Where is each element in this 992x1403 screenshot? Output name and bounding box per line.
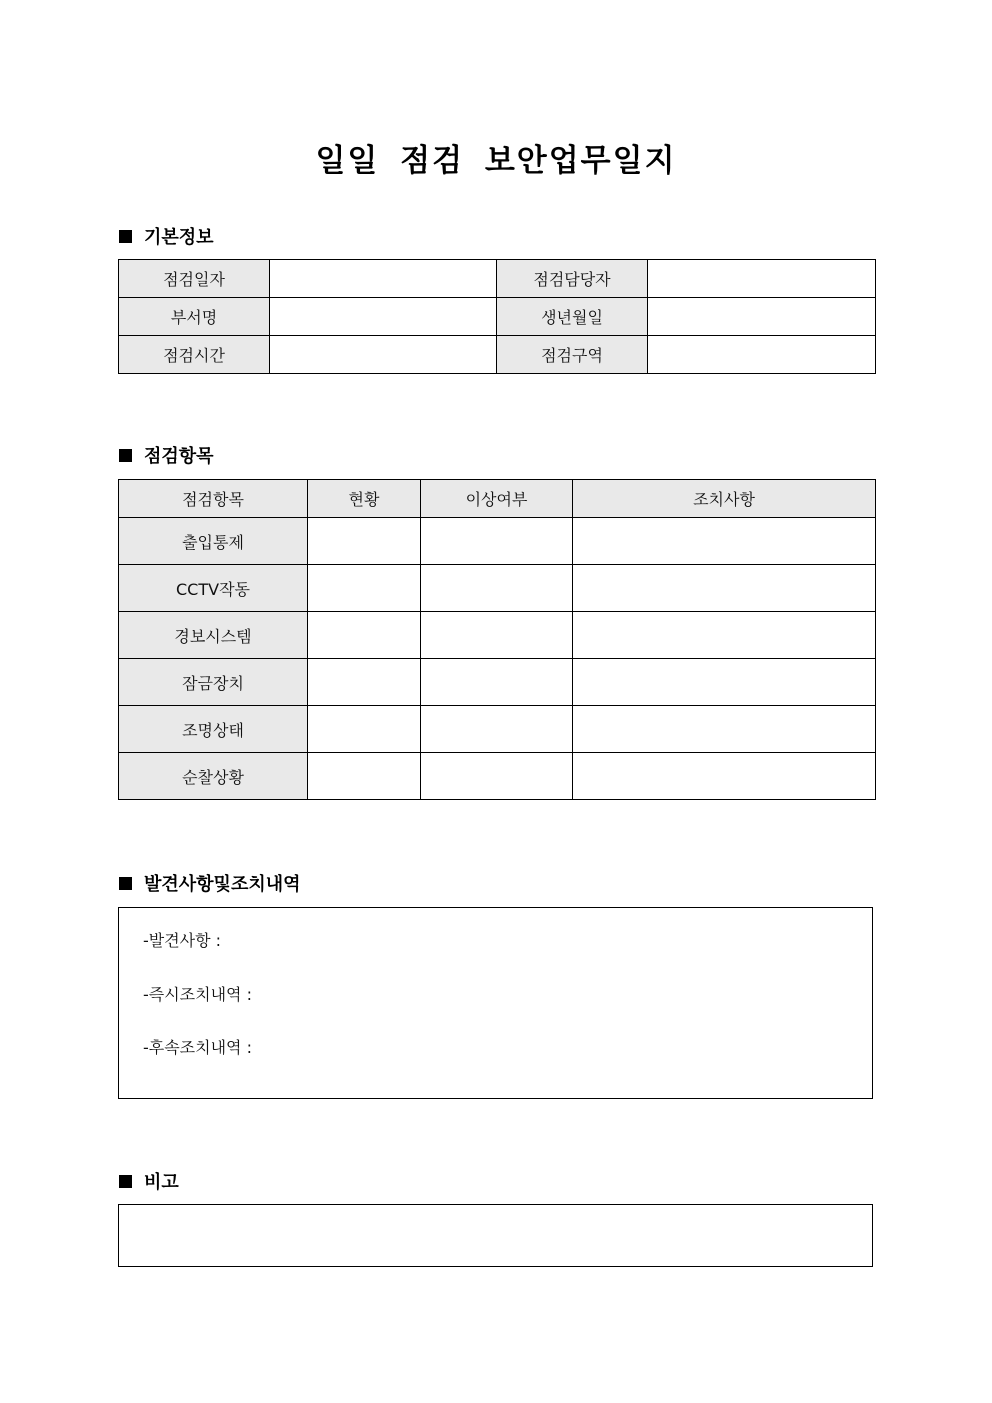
abnormal-cell[interactable] <box>421 753 573 800</box>
abnormal-cell[interactable] <box>421 518 573 565</box>
status-cell[interactable] <box>308 706 421 753</box>
section-title: 비고 <box>144 1172 179 1193</box>
header-action: 조치사항 <box>573 480 876 518</box>
abnormal-cell[interactable] <box>421 565 573 612</box>
findings-followup-label: -후속조치내역 : <box>143 1038 252 1057</box>
remarks-box[interactable] <box>118 1204 873 1267</box>
header-status: 현황 <box>308 480 421 518</box>
row-label: CCTV작동 <box>119 565 308 612</box>
status-cell[interactable] <box>308 565 421 612</box>
section-title: 점검항목 <box>144 446 214 467</box>
section-heading-basic <box>119 223 214 249</box>
abnormal-cell[interactable] <box>421 706 573 753</box>
inspection-date-field[interactable] <box>270 260 497 298</box>
table-row <box>119 336 876 374</box>
inspection-date-label: 점검일자 <box>119 260 270 298</box>
section-heading-findings <box>119 870 301 896</box>
table-row <box>119 659 876 706</box>
square-bullet-icon <box>119 449 132 462</box>
findings-found-label: -발견사항 : <box>143 931 222 950</box>
header-abnormal: 이상여부 <box>421 480 573 518</box>
birthdate-label: 생년월일 <box>497 298 648 336</box>
table-row <box>119 298 876 336</box>
action-cell[interactable] <box>573 612 876 659</box>
checklist-table <box>118 479 876 800</box>
section-heading-items <box>119 442 214 468</box>
birthdate-field[interactable] <box>648 298 876 336</box>
status-cell[interactable] <box>308 659 421 706</box>
action-cell[interactable] <box>573 706 876 753</box>
inspector-label: 점검담당자 <box>497 260 648 298</box>
inspector-field[interactable] <box>648 260 876 298</box>
table-row <box>119 753 876 800</box>
table-header-row <box>119 480 876 518</box>
section-title: 발견사항및조치내역 <box>144 874 301 895</box>
section-title: 기본정보 <box>144 227 214 248</box>
action-cell[interactable] <box>573 659 876 706</box>
status-cell[interactable] <box>308 753 421 800</box>
status-cell[interactable] <box>308 612 421 659</box>
section-heading-remarks <box>119 1168 179 1194</box>
square-bullet-icon <box>119 1175 132 1188</box>
inspection-time-field[interactable] <box>270 336 497 374</box>
table-row <box>119 260 876 298</box>
header-item: 점검항목 <box>119 480 308 518</box>
findings-box[interactable] <box>118 907 873 1099</box>
square-bullet-icon <box>119 230 132 243</box>
action-cell[interactable] <box>573 565 876 612</box>
action-cell[interactable] <box>573 518 876 565</box>
table-row <box>119 518 876 565</box>
department-field[interactable] <box>270 298 497 336</box>
department-label: 부서명 <box>119 298 270 336</box>
findings-immediate-label: -즉시조치내역 : <box>143 985 252 1004</box>
inspection-time-label: 점검시간 <box>119 336 270 374</box>
row-label: 출입통제 <box>119 518 308 565</box>
table-row <box>119 565 876 612</box>
status-cell[interactable] <box>308 518 421 565</box>
inspection-area-field[interactable] <box>648 336 876 374</box>
row-label: 조명상태 <box>119 706 308 753</box>
row-label: 순찰상황 <box>119 753 308 800</box>
abnormal-cell[interactable] <box>421 612 573 659</box>
row-label: 잠금장치 <box>119 659 308 706</box>
abnormal-cell[interactable] <box>421 659 573 706</box>
row-label: 경보시스템 <box>119 612 308 659</box>
inspection-area-label: 점검구역 <box>497 336 648 374</box>
page-title: 일일 점검 보안업무일지 <box>315 143 677 179</box>
table-row <box>119 612 876 659</box>
table-row <box>119 706 876 753</box>
square-bullet-icon <box>119 877 132 890</box>
action-cell[interactable] <box>573 753 876 800</box>
basic-info-table <box>118 259 876 374</box>
